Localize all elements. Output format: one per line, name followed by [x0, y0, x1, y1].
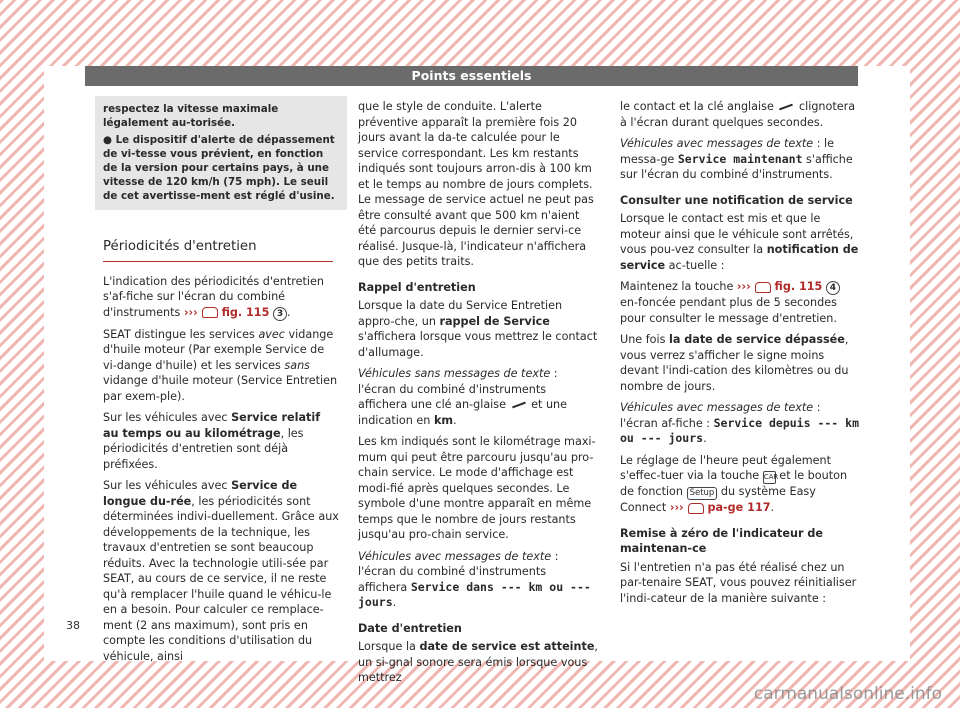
- paragraph: SEAT distingue les services avec vidange d'huile moteur (Par exemple Service de vi-dange d'huile) et les services sans vidange d'huile moteur (Service Entretien par exem-ple).: [103, 327, 338, 403]
- warning-note: [95, 96, 347, 210]
- subheading: Remise à zéro de l'indicateur de maintenan-ce: [620, 526, 823, 555]
- setup-button-icon: Setup: [687, 487, 718, 500]
- car-menu-icon: CAR: [763, 471, 776, 484]
- paragraph: Sur les véhicules avec Service relatif au temps ou au kilométrage, les périodicités d'entretien sont déjà préfixées.: [103, 411, 321, 471]
- paragraph: Véhicules sans messages de texte : l'écran du combiné d'instruments affichera une clé an-glaise et une indication en km.: [358, 367, 568, 427]
- page-link[interactable]: ››› pa-ge 117: [669, 501, 771, 514]
- paragraph: Maintenez la touche ››› fig. 115 4 en-foncée pendant plus de 5 secondes pour consulter le message d'entretien.: [620, 279, 860, 326]
- car-icon: [755, 282, 771, 293]
- car-icon: [688, 503, 704, 514]
- paragraph: Véhicules avec messages de texte : l'écran af-fiche : Service depuis --- km ou --- jours.: [620, 401, 859, 445]
- subheading: Consulter une notification de service: [620, 193, 853, 207]
- paragraph: Véhicules avec messages de texte : l'écran du combiné d'instruments affichera Service dans --- km ou --- jours.: [358, 549, 591, 609]
- car-icon: [202, 307, 218, 318]
- callout-number: 3: [273, 307, 287, 321]
- paragraph: Lorsque la date de service est atteinte, un si-gnal sonore sera émis lorsque vous mettrez: [358, 640, 598, 684]
- wrench-icon: [779, 104, 793, 111]
- note-text: respectez la vitesse maximale légalement au-torisée.: [103, 103, 279, 129]
- callout-number: 4: [826, 281, 840, 295]
- figure-link[interactable]: ››› fig. 115: [183, 305, 270, 319]
- wrench-icon: [512, 402, 526, 409]
- paragraph: Lorsque la date du Service Entretien appro-che, un rappel de Service s'affichera lorsque vous mettrez le contact d'allumage.: [358, 299, 598, 359]
- subheading: Date d'entretien: [358, 621, 462, 635]
- column-1: [103, 96, 339, 670]
- watermark: carmanualsonline.info: [753, 684, 942, 704]
- paragraph: Les km indiqués sont le kilométrage maxi-mum qui peut être parcouru jusqu'au pro-chain service. Le mode d'affichage est modi-fié après quelques secondes. Le symbole d'une montre apparaît en même temps que le nombre de jours restants jusqu'au pro-chain service.: [358, 435, 596, 541]
- paragraph: L'indication des périodicités d'entretien s'af-fiche sur l'écran du combiné d'instruments ››› fig. 115 3 .: [103, 274, 324, 319]
- page-header: Points essentiels: [85, 66, 858, 86]
- paragraph: Le réglage de l'heure peut également s'effec-tuer via la touche CAR et le bouton de fonction Setup du système Easy Connect ››› pa-ge 117.: [620, 453, 848, 514]
- note-bullet: ● Le dispositif d'alerte de dépassement de vi-tesse vous prévient, en fonction de la version pour certains pays, à une vitesse de 120 km/h (75 mph). Le seuil de cet avertisse-ment est réglé d'usine.: [103, 134, 335, 202]
- paragraph: Une fois la date de service dépassée, vous verrez s'afficher le signe moins devant l'indi-cation des kilomètres ou du nombre de jours.: [620, 333, 849, 393]
- section-title: Périodicités d'entretien: [103, 239, 333, 262]
- paragraph: le contact et la clé anglaise clignotera à l'écran durant quelques secondes.: [620, 100, 856, 129]
- note-bullet-text: Le dispositif d'alerte de dépassement de vi-tesse vous prévient, en fonction de la version pour certains pays, à une vitesse de 120 km/h (75 mph). Le seuil de cet avertisse-ment est réglé d'usine.: [103, 134, 335, 202]
- paragraph: Lorsque le contact est mis et que le moteur ainsi que le véhicule sont arrêtés, vous pou-vez consulter la notification de service ac-tuelle :: [620, 212, 859, 272]
- column-2: [358, 99, 598, 692]
- paragraph: Sur les véhicules avec Service de longue du-rée, les périodicités sont déterminées indivi-duellement. Grâce aux développements de la technique, les travaux d'entretien se sont beaucoup réduits. Avec la technologie utili-sée par SEAT, au cours de ce service, il ne reste qu'à remplacer l'huile quand le véhicu-le en a besoin. Pour calculer ce remplace-ment (2 ans maximum), sont pris en compte les conditions d'utilisation du véhicule, ainsi: [103, 479, 339, 663]
- column-3: [620, 99, 860, 612]
- paragraph: que le style de conduite. L'alerte préventive apparaît la première fois 20 jours avant la da-te calculée pour le service correspondant. Les km restants indiqués sont toujours arron-dis à 100 km et le temps au nombre de jours complets. Le message de service actuel ne peut pas être consulté avant que 500 km n'aient été parcourus depuis le dernier servi-ce réalisé. Jusque-là, l'indicateur n'affichera que des petits traits.: [358, 100, 594, 268]
- figure-link[interactable]: ››› fig. 115: [736, 280, 823, 293]
- paragraph: Véhicules avec messages de texte : le messa-ge Service maintenant s'affiche sur l'écran du combiné d'instruments.: [620, 137, 853, 181]
- paragraph: Si l'entretien n'a pas été réalisé chez un par-tenaire SEAT, vous pouvez réinitialiser l'indi-cateur de la manière suivante :: [620, 560, 857, 605]
- page-number: 38: [66, 619, 80, 632]
- subheading: Rappel d'entretien: [358, 280, 476, 294]
